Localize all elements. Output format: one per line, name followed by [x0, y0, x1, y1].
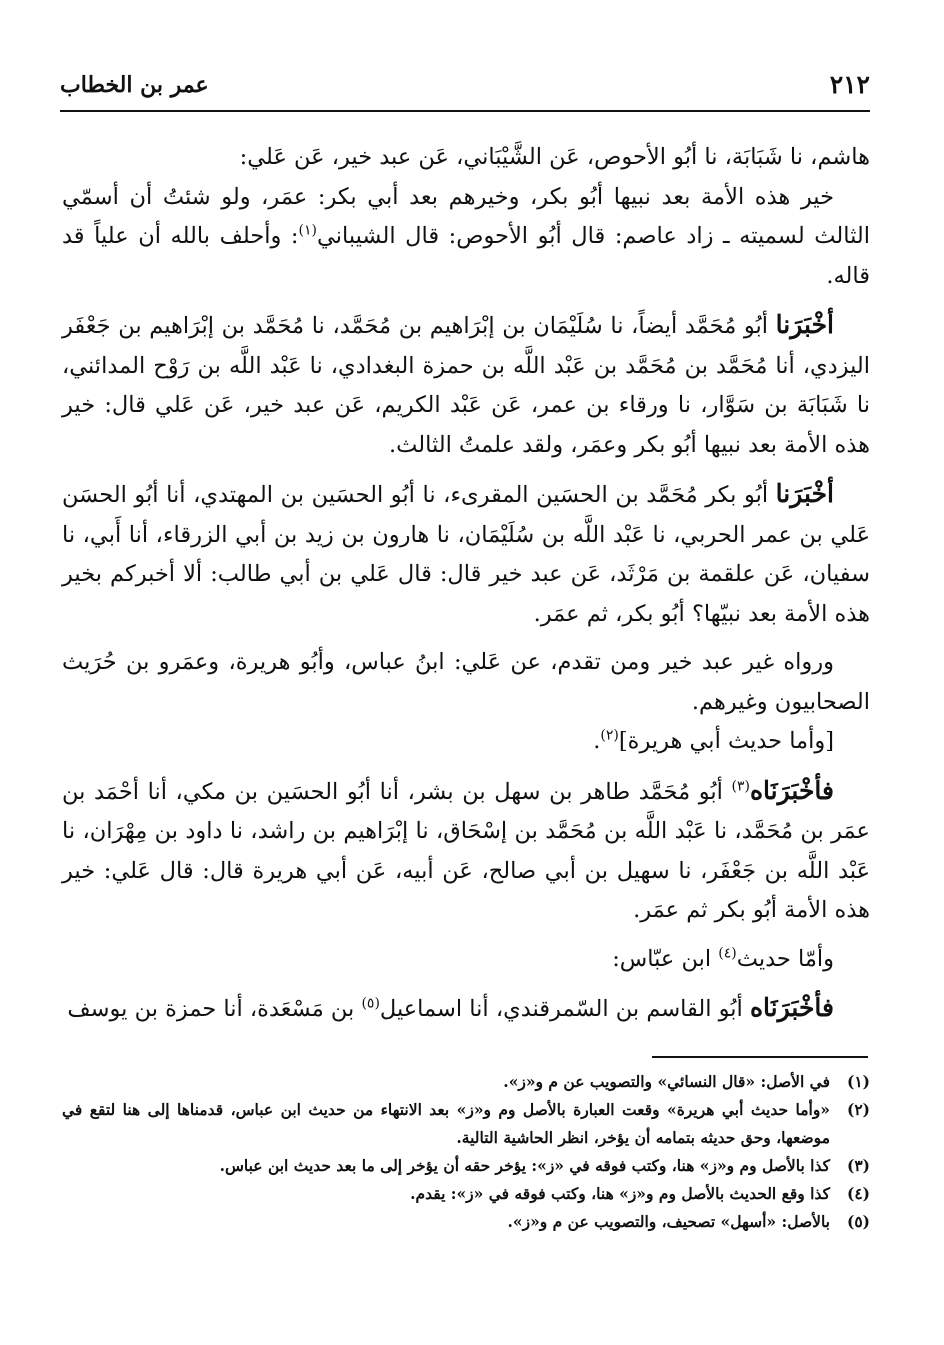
paragraph: [62, 305, 870, 465]
paragraph-lead-word: أخْبَرَنا: [775, 310, 834, 339]
footnote-text: في الأصل: «قال النسائي» والتصويب عن م و«ز».: [503, 1072, 830, 1091]
footnote-reference: (١): [298, 222, 317, 239]
footnote-number: (٣): [846, 1156, 870, 1175]
paragraph-text: أبُو مُحَمَّد طاهر بن سهل بن بشر، أنا أبُو الحسَين بن مكي، أنا أحْمَد بن عمَر بن مُحَمَّد، نا عَبْد اللَّه بن مُحَمَّد بن إسْحَاق، نا إبْرَاهيم بن راشد، نا داود بن مِهْرَان، نا عَبْد اللَّه بن جَعْفَر، نا سهيل بن أبي صالح، عَن أبيه، عَن أبي هريرة قال: قال عَلي: خير هذه الأمة أبُو بكر ثم عمَر.: [62, 778, 870, 923]
page-number: ٢١٢: [829, 70, 870, 99]
footnote: [62, 1152, 870, 1180]
footnote: [62, 1208, 870, 1236]
paragraph-text: وأمّا حديث: [736, 945, 834, 972]
paragraph-lead-word: فأخْبَرَنَاه: [749, 993, 834, 1022]
footnote-reference: (٣): [731, 778, 750, 794]
footnote-text: «وأما حديث أبي هريرة» وقعت العبارة بالأصل وم و«ز» بعد الانتهاء من حديث ابن عباس، قدمناها إلى هنا لتقع في موضعها، وحق حديثه بتمامه أن يؤخر، انظر الحاشية التالية.: [62, 1100, 830, 1147]
paragraph-text: ابن عبّاس:: [612, 945, 719, 972]
paragraph-lead-word: أخْبَرَنا: [775, 479, 834, 508]
paragraph-text: .: [593, 728, 601, 754]
paragraph: [62, 138, 870, 178]
page-header: [60, 66, 870, 112]
footnote-number: (٤): [846, 1184, 870, 1203]
paragraph-text: [وأما حديث أبي هريرة]: [618, 728, 834, 754]
footnote: [62, 1180, 870, 1208]
footnotes: [62, 1068, 870, 1236]
paragraph-text: هاشم، نا شَبَابَة، نا أبُو الأحوص، عَن الشَّيْبَاني، عَن عبد خير، عَن عَلي:: [239, 144, 870, 170]
paragraph-text: أبُو القاسم بن السّمرقندي، أنا اسماعيل: [379, 996, 750, 1022]
paragraph-text: بن مَسْعَدة، أنا حمزة بن يوسف: [67, 996, 362, 1022]
footnote-divider: [652, 1056, 868, 1058]
footnote: [62, 1068, 870, 1096]
paragraph: [62, 988, 870, 1030]
footnote-reference: (٢): [600, 727, 619, 744]
paragraph-text: : وأحلف بالله أن علياً قد قاله.: [62, 223, 870, 289]
footnote-reference: (٤): [718, 945, 737, 961]
paragraph: [62, 722, 870, 762]
footnote-number: (٢): [846, 1100, 870, 1119]
paragraph-text: أبُو بكر مُحَمَّد بن الحسَين المقرىء، نا أبُو الحسَين بن المهتدي، أنا أبُو الحسَن عَلي بن عمر الحربي، نا عَبْد اللَّه بن سُلَيْمَان، نا هارون بن زيد بن أبي الزرقاء، أنا أَبي، نا سفيان، عَن علقمة بن مَرْثَد، عَن عبد خير قال: قال عَلي بن أبي طالب: ألا أخبركم بخير هذه الأمة بعد نبيّها؟ أبُو بكر، ثم عمَر.: [62, 482, 870, 627]
footnote-text: بالأصل: «أسهل» تصحيف، والتصويب عن م و«ز».: [507, 1212, 830, 1231]
footnote: [62, 1096, 870, 1152]
footnote-number: (١): [846, 1072, 870, 1091]
paragraph: [62, 771, 870, 931]
footnote-reference: (٥): [361, 995, 380, 1012]
paragraph-text: أبُو مُحَمَّد أيضاً، نا سُلَيْمَان بن إبْرَاهيم بن مُحَمَّد، نا مُحَمَّد بن إبْرَاهيم بن جَعْفَر اليزدي، أنا مُحَمَّد بن مُحَمَّد بن عَبْد اللَّه بن حمزة البغدادي، نا عَبْد اللَّه بن رَوْح المدائني، نا شَبَابَة بن سَوَّار، نا ورقاء بن عمر، عَن عَبْد الكريم، عَن عبد خير، عَن عَلي قال: خير هذه الأمة بعد نبيها أبُو بكر وعمَر، ولقد علمتُ الثالث.: [62, 313, 870, 458]
paragraph-text: ورواه غير عبد خير ومن تقدم، عن عَلي: ابنُ عباس، وأبُو هريرة، وعمَرو بن حُرَيث الصحابيون وغيرهم.: [62, 649, 870, 715]
paragraph: [62, 178, 870, 297]
paragraph: [62, 474, 870, 634]
footnote-text: كذا وقع الحديث بالأصل وم و«ز» هنا، وكتب فوقه في «ز»: يقدم.: [410, 1184, 830, 1203]
running-title: عمر بن الخطاب: [60, 72, 209, 98]
footnote-number: (٥): [846, 1212, 870, 1231]
paragraph: [62, 643, 870, 722]
footnote-text: كذا بالأصل وم و«ز» هنا، وكتب فوقه في «ز»: يؤخر حقه أن يؤخر إلى ما بعد حديث ابن عباس.: [219, 1156, 830, 1175]
paragraph: [62, 940, 870, 980]
paragraph-text: خير هذه الأمة بعد نبيها أبُو بكر، وخيرهم بعد أبي بكر: عمَر، ولو شئتُ أن أسمّي الثالث لسميته ـ زاد عاصم: قال أبُو الأحوص: قال الشيباني: [62, 183, 870, 249]
paragraph-lead-word: فأخْبَرَنَاه: [749, 775, 834, 805]
main-text: [62, 138, 870, 1030]
